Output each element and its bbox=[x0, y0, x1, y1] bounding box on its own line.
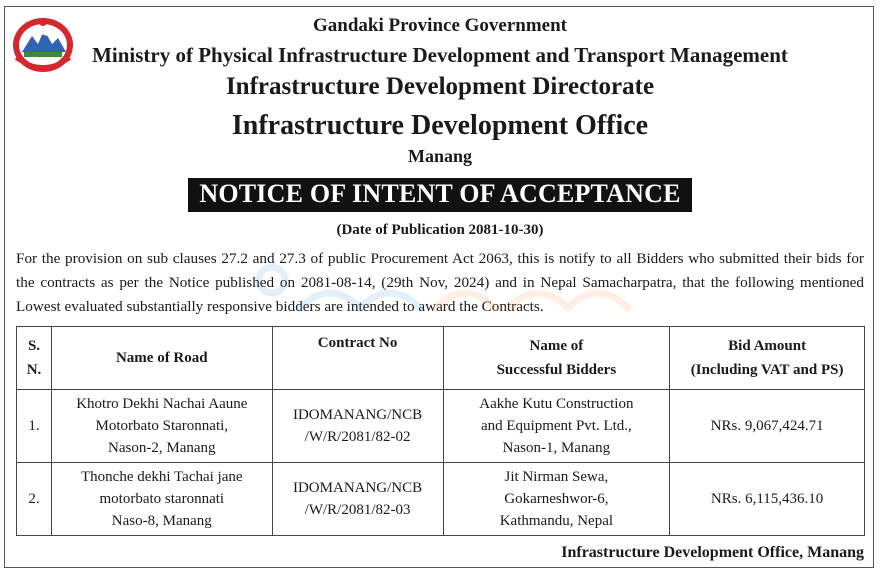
cell-sn: 2. bbox=[17, 463, 52, 536]
signature-office: Infrastructure Development Office, Manang bbox=[561, 544, 864, 561]
ministry-heading: Ministry of Physical Infrastructure Development and Transport Management bbox=[92, 43, 788, 67]
cell-contract: IDOMANANG/NCB /W/R/2081/82-02 bbox=[272, 390, 443, 463]
cell-amount: NRs. 9,067,424.71 bbox=[670, 390, 865, 463]
cell-contract: IDOMANANG/NCB /W/R/2081/82-03 bbox=[272, 463, 443, 536]
office-heading: Infrastructure Development Office bbox=[231, 110, 649, 141]
header-road: Name of Road bbox=[51, 327, 272, 390]
directorate-heading: Infrastructure Development Directorate bbox=[225, 73, 655, 100]
cell-road: Thonche dekhi Tachai jane motorbato staronnati Naso-8, Manang bbox=[51, 463, 272, 536]
cell-road: Khotro Dekhi Nachai Aaune Motorbato Staronnati, Nason-2, Manang bbox=[51, 390, 272, 463]
header-sn: S. N. bbox=[17, 327, 52, 390]
notice-title-wrap bbox=[0, 178, 880, 212]
contracts-table bbox=[16, 326, 865, 536]
province-government-heading: Gandaki Province Government bbox=[312, 15, 568, 36]
publication-date: (Date of Publication 2081-10-30) bbox=[336, 222, 544, 238]
cell-amount: NRs. 6,115,436.10 bbox=[670, 463, 865, 536]
cell-bidder: Aakhe Kutu Construction and Equipment Pvt. Ltd., Nason-1, Manang bbox=[443, 390, 670, 463]
header-contract: Contract No bbox=[272, 327, 443, 390]
cell-bidder: Jit Nirman Sewa, Gokarneshwor-6, Kathmandu, Nepal bbox=[443, 463, 670, 536]
table-row bbox=[17, 463, 865, 536]
header-amount: Bid Amount (Including VAT and PS) bbox=[670, 327, 865, 390]
notice-title: NOTICE OF INTENT OF ACCEPTANCE bbox=[188, 178, 691, 212]
notice-body: For the provision on sub clauses 27.2 and 27.3 of public Procurement Act 2063, this is notify to all Bidders who submitted their bids for the contracts as per the Notice published on 2081-08-14, (29th Nov, 2024) and in Nepal Samacharpatra, that the following mentioned Lowest evaluated substantially responsive bidders are intended to award the Contracts. bbox=[16, 250, 864, 315]
table-header-row bbox=[17, 327, 865, 390]
cell-sn: 1. bbox=[17, 390, 52, 463]
table-row bbox=[17, 390, 865, 463]
location-heading: Manang bbox=[407, 146, 472, 166]
header-bidders: Name of Successful Bidders bbox=[443, 327, 670, 390]
